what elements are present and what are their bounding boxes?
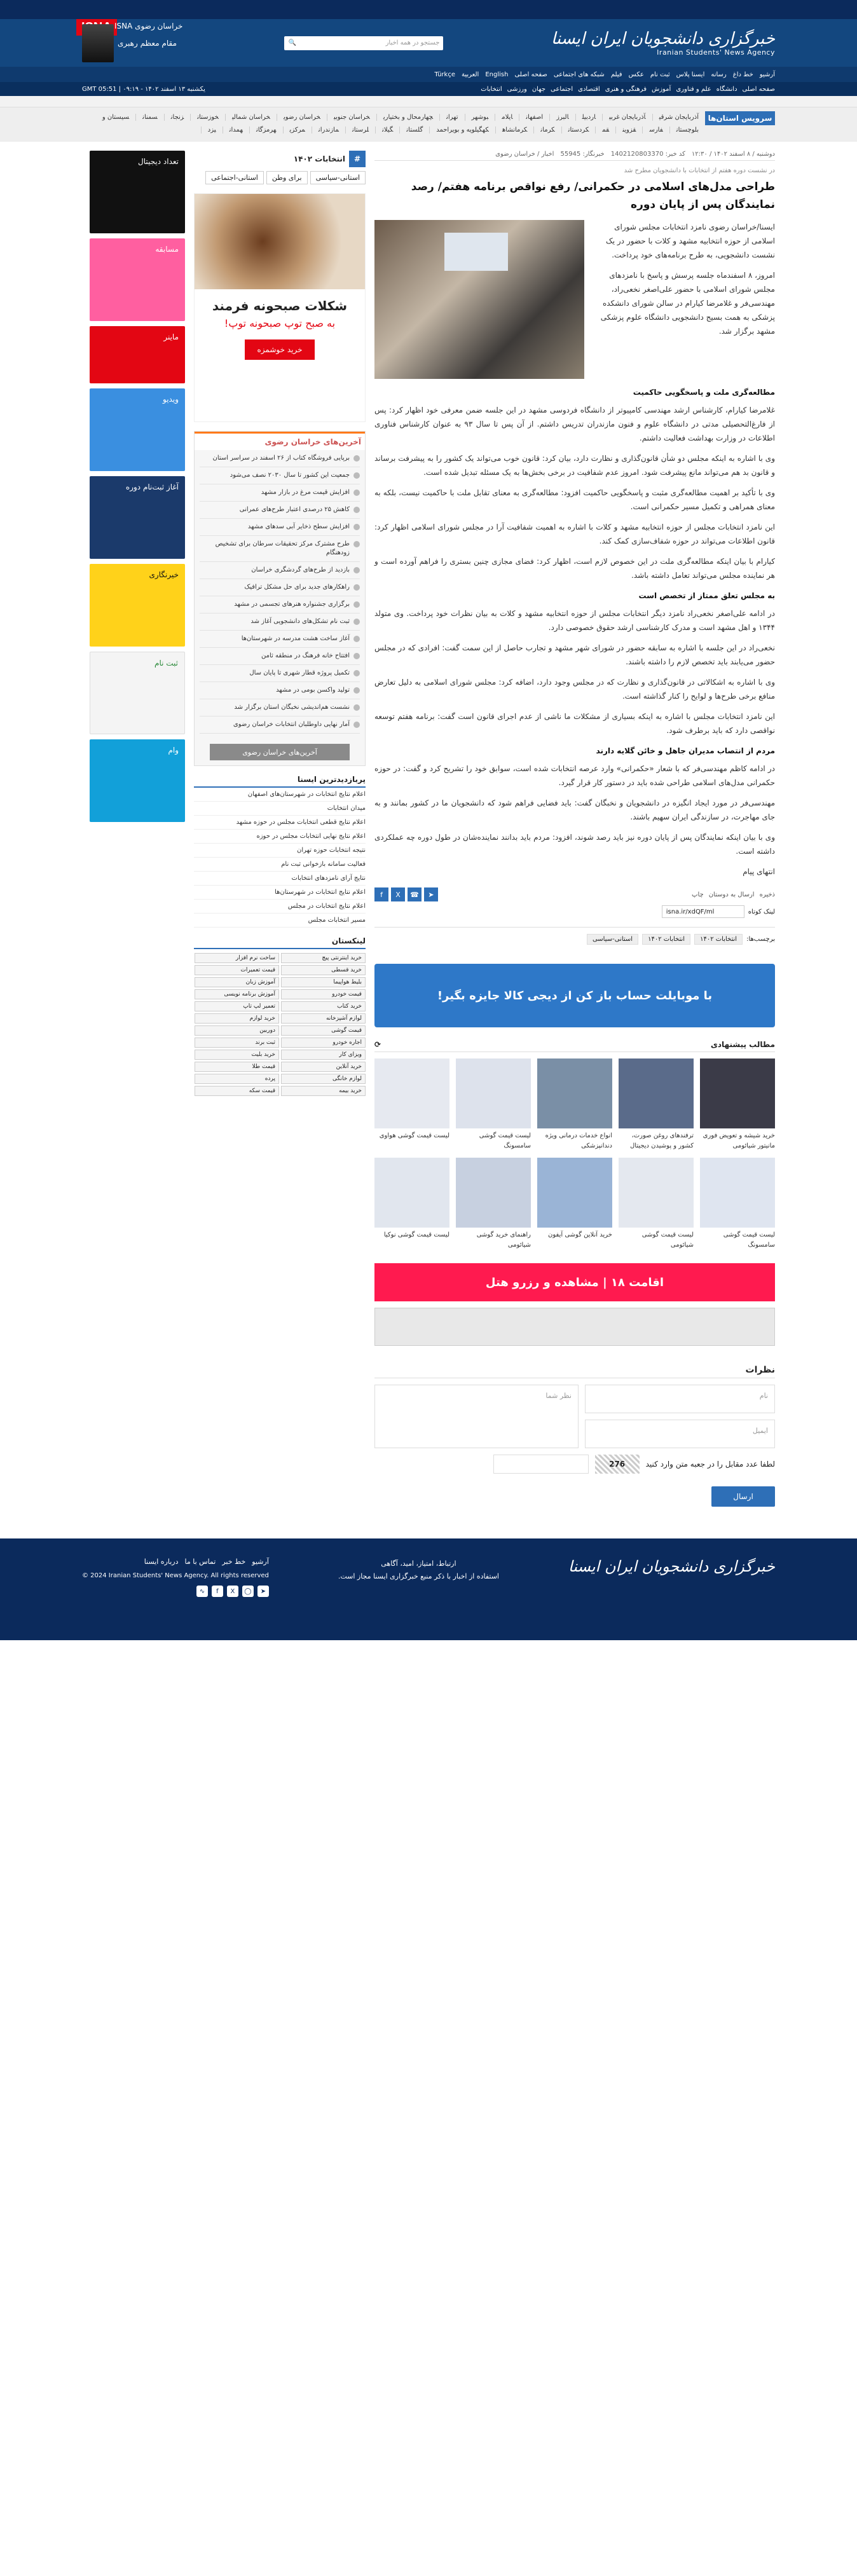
latest-item[interactable]: [200, 484, 360, 502]
footer-note: استفاده از اخبار با ذکر منبع خبرگزاری ایسنا مجاز است.: [338, 1572, 499, 1580]
footer-mid: [338, 1558, 499, 1597]
hotel-ad[interactable]: اقامت ۱۸ | مشاهده و رزرو هتل: [374, 1263, 775, 1301]
leader-banner: [82, 24, 177, 62]
ad-title: شکلات صبحونه فرمند: [212, 298, 348, 313]
latest-item-text: آغاز ساخت هشت مدرسه در شهرستان‌ها: [241, 635, 350, 642]
article: [374, 151, 775, 1507]
latest-item-text: طرح مشترک مرکز تحقیقات سرطان برای تشخیص زودهنگام: [215, 540, 350, 556]
most-viewed-list: [194, 788, 366, 928]
suggested-title: مطالب پیشنهادی: [710, 1040, 775, 1049]
end-note: انتهای پیام: [743, 867, 775, 876]
captcha-image: 276: [595, 1455, 640, 1474]
bullet-icon: [353, 687, 360, 694]
meta-date: دوشنبه / ۸ اسفند ۱۴۰۲ / ۱۲:۳۰: [691, 151, 775, 158]
side-ad[interactable]: تعداد دیجیتال: [90, 151, 185, 233]
nav2-item[interactable]: دانشگاه: [716, 85, 737, 93]
telegram-icon[interactable]: ➤: [257, 1586, 269, 1597]
bullet-icon: [353, 455, 360, 462]
nav1-item[interactable]: خط داغ: [732, 71, 753, 78]
facebook-icon[interactable]: f: [212, 1586, 223, 1597]
suggested-card[interactable]: [537, 1158, 612, 1250]
card-thumb: [374, 1058, 449, 1128]
card-thumb: [619, 1158, 694, 1228]
paragraph: کیارام با بیان اینکه مطالعه‌گری ملت در این خصوص لازم است، اظهار کرد: فضای مجازی چنین بستری را فراهم آورده است و هر نماینده مجلس می‌تواند تعامل داشته باشد.: [374, 557, 775, 580]
leader-photo: [82, 24, 114, 62]
latest-item[interactable]: [200, 450, 360, 467]
linkstan-item[interactable]: اجاره خودرو: [281, 1038, 366, 1048]
latest-item[interactable]: [200, 648, 360, 665]
current-date: یکشنبه ۱۳ اسفند ۱۴۰۲ - ۰۹:۱۹ | GMT 05:51: [82, 85, 205, 93]
suggested-header: [374, 1040, 775, 1052]
province-link[interactable]: خوزستان: [190, 114, 219, 121]
province-link[interactable]: فارس: [642, 127, 662, 134]
province-link[interactable]: چهارمحال و بختیاری: [376, 114, 433, 121]
whatsapp-icon[interactable]: ☎: [408, 887, 422, 901]
province-link[interactable]: زنجان: [164, 114, 184, 121]
linkstan-item[interactable]: خرید آنلاین: [281, 1062, 366, 1072]
linkstan-item[interactable]: خرید کتاب: [281, 1001, 366, 1011]
province-link[interactable]: قم: [595, 127, 609, 134]
nav1-item[interactable]: عکس: [628, 71, 644, 78]
most-viewed-item[interactable]: مسیر انتخابات مجلس: [194, 914, 366, 928]
side-ad[interactable]: آغاز ثبت‌نام دوره: [90, 476, 185, 559]
nav2-item[interactable]: علم و فناوری: [676, 85, 711, 93]
captcha-input[interactable]: [493, 1455, 589, 1474]
paragraph: این نامزد انتخابات مجلس با اشاره به اینکه بسیاری از مشکلات ما ناشی از عدم اجرای قانون است گفت: برنامه هفتم توسعه نواقصی دارد که باید برطرف شود.: [374, 712, 775, 735]
footer-link[interactable]: آرشیو: [252, 1558, 269, 1566]
card-title: ترفندهای روغن صورت، کشور و پوشیدن دیجیتال: [629, 1132, 694, 1149]
province-link[interactable]: سیستان و بلوچستان: [102, 114, 699, 134]
captcha-label: لطفا عدد مقابل را در جعبه متن وارد کنید: [645, 1460, 775, 1469]
copyright: © 2024 Iranian Students' News Agency. All rights reserved: [82, 1572, 269, 1579]
region-title: ISNA خراسان رضوی: [114, 22, 183, 31]
linkstan-item[interactable]: خرید لوازم: [195, 1013, 279, 1024]
lead-paragraph: ایسنا/خراسان رضوی نامزد انتخابات مجلس شورای اسلامی از حوزه انتخابیه مشهد و کلات با حضور در یک نشست دانشجویی، به طرح برنامه‌های خود پرداخت.: [605, 223, 775, 259]
latest-item[interactable]: [200, 467, 360, 484]
latest-item-text: آمار نهایی داوطلبان انتخابات خراسان رضوی: [233, 721, 350, 728]
category-tag[interactable]: استانی-اجتماعی: [205, 171, 264, 184]
leader-caption: مقام معظم رهبری: [118, 38, 177, 48]
paragraph: غلامرضا کیارام، کارشناس ارشد مهندسی کامپیوتر از دانشگاه فردوسی مشهد در این جلسه ضمن معرفی خود اظهار کرد: پس از فارغ‌التحصیلی مدتی در دانشگاه علوم و فنون مازندران تدریس داشتم. از آن پس تا سال ۹۳ به عنوان کارشناس فناوری اطلاعات در وزارت بهداشت فعالیت داشتم.: [374, 406, 775, 442]
bullet-icon: [353, 524, 360, 530]
most-viewed-item[interactable]: اعلام نتایج انتخابات در شهرستان‌های اصفهان: [194, 788, 366, 802]
latest-item[interactable]: [200, 536, 360, 562]
province-link[interactable]: لرستان: [345, 127, 369, 134]
latest-list: [195, 450, 365, 739]
latest-item-text: تکمیل پروژه قطار شهری تا پایان سال: [249, 669, 350, 676]
site-footer: [0, 1538, 857, 1640]
nav1-item[interactable]: آرشیو: [759, 71, 775, 78]
nav1-item[interactable]: صفحه اصلی: [514, 71, 547, 78]
linkstan-item[interactable]: پرده: [195, 1074, 279, 1084]
province-link[interactable]: کرمانشاه: [495, 127, 527, 134]
tool-print[interactable]: چاپ: [692, 891, 704, 898]
search-icon[interactable]: 🔍: [288, 39, 296, 46]
card-thumb: [456, 1158, 531, 1228]
meta-reporter: خبرنگار: 55945: [560, 151, 605, 158]
suggested-card[interactable]: [619, 1058, 694, 1151]
nav1-item[interactable]: شبکه های اجتماعی: [553, 71, 605, 78]
site-logo[interactable]: [551, 29, 775, 57]
linkstan-item[interactable]: لوازم خانگی: [281, 1074, 366, 1084]
latest-item-text: افزایش سطح ذخایر آبی سدهای مشهد: [247, 523, 350, 530]
latest-item[interactable]: [200, 562, 360, 579]
bullet-icon: [353, 619, 360, 625]
tags-label: برچسب‌ها:: [746, 936, 775, 943]
nav1-item[interactable]: English: [485, 71, 509, 78]
linkstan-item[interactable]: قیمت تعمیرات: [195, 965, 279, 975]
provinces-title: سرویس استان‌ها: [705, 111, 775, 125]
bullet-icon: [353, 584, 360, 591]
nav2-item[interactable]: فرهنگی و هنری: [605, 85, 647, 93]
linkstan-item[interactable]: قیمت خودرو: [281, 989, 366, 999]
article-tools: [374, 887, 775, 901]
province-link[interactable]: خراسان شمالی: [225, 114, 270, 121]
subhead: به مجلس تعلق ممتاز از تخصص است: [638, 591, 775, 600]
suggested-card[interactable]: [374, 1058, 449, 1151]
province-link[interactable]: مرکزی: [283, 127, 305, 134]
paragraph: این نامزد انتخابات مجلس از حوزه انتخابیه مشهد و کلات با اشاره به اهمیت شفافیت آرا در مجلس شورای اسلامی اظهار کرد: قانون اطلاعات می‌تواند در حوزه شفاف‌سازی کمک کند.: [374, 523, 775, 545]
province-link[interactable]: خراسان جنوبی: [327, 114, 370, 121]
search-placeholder: جستجو در همه اخبار: [385, 39, 440, 46]
nav1-item[interactable]: ایسنا پلاس: [676, 71, 705, 78]
most-viewed-item[interactable]: نتیجه انتخابات حوزه تهران: [194, 844, 366, 858]
telegram-icon[interactable]: ➤: [424, 887, 438, 901]
nav2-item[interactable]: ورزشی: [507, 85, 527, 93]
footer-link[interactable]: تماس با ما: [184, 1558, 216, 1566]
subhead: مطالعه‌گری ملت و پاسخگویی حاکمیت: [633, 388, 775, 397]
hashtag-icon: #: [349, 151, 366, 167]
hashtag-widget: [194, 151, 366, 167]
search-input[interactable]: [284, 36, 443, 50]
linkstan-item[interactable]: قیمت سکه: [195, 1086, 279, 1096]
paragraph: وی با تأکید بر اهمیت مطالعه‌گری مثبت و پاسخگویی حاکمیت افزود: مطالعه‌گری به معنای تقابل ملت با حاکمیت نیست، بلکه به معنای همراهی و تکمیل مسیر حکمرانی است.: [374, 488, 775, 511]
latest-item[interactable]: [200, 665, 360, 682]
most-viewed-item[interactable]: اعلام نتایج قطعی انتخابات مجلس در حوزه مشهد: [194, 816, 366, 830]
article-kicker: در نشست دوره هفتم از انتخابات با دانشجویان مطرح شد: [624, 167, 775, 174]
bullet-icon: [353, 567, 360, 573]
latest-item[interactable]: [200, 519, 360, 536]
most-viewed-title: پربازدیدترین ایسنا: [194, 775, 366, 788]
bullet-icon: [353, 601, 360, 608]
linkstan-item[interactable]: قیمت گوشی: [281, 1025, 366, 1036]
suggested-card[interactable]: [456, 1158, 531, 1250]
article-title: طراحی مدل‌های اسلامی در حکمرانی/ رفع نواقص برنامه هفتم/ رصد نمایندگان پس از پایان دوره: [411, 181, 775, 211]
linkstan-item[interactable]: قیمت طلا: [195, 1062, 279, 1072]
paragraph: در ادامه کاظم مهندسی‌فر که با شعار «حکمرانی» وارد عرصه انتخابات شده است، سوابق خود را تشریح کرد و گفت: در حوزه حکمرانی مدل‌های اسلامی طراحی شده باید در دستور کار قرار گیرد.: [374, 764, 775, 787]
latest-item-text: بازدید از طرح‌های گردشگری خراسان: [251, 566, 350, 573]
side-ad[interactable]: ماینر: [90, 326, 185, 383]
footer-right: [82, 1558, 269, 1597]
card-title: خرید آنلاین گوشی آیفون: [548, 1231, 612, 1238]
paragraph: در ادامه علی‌اصغر نخعی‌راد نامزد دیگر انتخابات مجلس از حوزه انتخابیه مشهد و کلات به بیان نظرات خود پرداخت. وی متولد ۱۳۴۴ و اهل مشهد است و مدرک کارشناسی ارشد حقوق خصوصی دارد.: [374, 609, 775, 632]
ad-buy-button[interactable]: خرید خوشمزه: [245, 339, 315, 360]
site-header: [0, 19, 857, 67]
card-title: لیست قیمت گوشی سامسونگ: [723, 1231, 775, 1249]
refresh-icon[interactable]: ⟳: [374, 1040, 381, 1049]
province-link[interactable]: البرز: [549, 114, 568, 121]
province-link[interactable]: همدان: [223, 127, 243, 134]
side-ad[interactable]: وام: [90, 739, 185, 822]
nav-sub: [0, 96, 857, 107]
bullet-icon: [353, 670, 360, 676]
latest-item[interactable]: [200, 699, 360, 716]
card-thumb: [700, 1158, 775, 1228]
province-link[interactable]: کهگیلویه و بویراحمد: [429, 127, 489, 134]
province-link[interactable]: آذربایجان غربی: [602, 114, 646, 121]
paragraph: وی با اشاره به اینکه مجلس دو شأن قانون‌گذاری و نظارت دارد، بیان کرد: قانون خوب می‌تواند یک کشور را به پیشرفت برساند و قانون بد هم می‌تواند مانع پیشرفت شود. امروز عدم شفافیت در برخی بخش‌ها به یک مسئله تبدیل شده است.: [374, 454, 775, 477]
footer-link[interactable]: خط خبر: [222, 1558, 246, 1566]
province-link[interactable]: اردبیل: [575, 114, 596, 121]
latest-item[interactable]: [200, 613, 360, 631]
logo-fa: خبرگزاری دانشجویان ایران ایسنا: [551, 29, 775, 48]
latest-item-text: راهکارهای جدید برای حل مشکل ترافیک: [244, 584, 350, 591]
province-link[interactable]: خراسان رضوی: [277, 114, 320, 121]
province-link[interactable]: یزد: [201, 127, 216, 134]
more-latest-button[interactable]: آخرین‌های خراسان رضوی: [210, 744, 350, 760]
shortlink-field[interactable]: isna.ir/xdQF/ml: [662, 905, 744, 918]
province-link[interactable]: آذربایجان شرقی: [652, 114, 699, 121]
card-thumb: [537, 1058, 612, 1128]
card-thumb: [537, 1158, 612, 1228]
bullet-icon: [353, 472, 360, 479]
province-link[interactable]: کرمان: [533, 127, 554, 134]
lead-text: [591, 220, 775, 379]
ad-subtitle: به صبح توپ صبحونه توپ!: [224, 317, 336, 329]
tool-send[interactable]: ارسال به دوستان: [708, 891, 755, 898]
footer-logo[interactable]: خبرگزاری دانشجویان ایران ایسنا: [568, 1558, 775, 1575]
nav2-item[interactable]: جهان: [531, 85, 546, 93]
latest-item-text: کاهش ۲۵ درصدی اعتبار طرح‌های عمرانی: [239, 506, 350, 513]
province-link[interactable]: تهران: [439, 114, 458, 121]
latest-item[interactable]: [200, 682, 360, 699]
card-title: لیست قیمت گوشی سامسونگ: [479, 1132, 531, 1149]
latest-item-text: برگزاری جشنواره هنرهای تجسمی در مشهد: [234, 601, 350, 608]
chocolate-ad[interactable]: [194, 193, 366, 422]
bullet-icon: [353, 722, 360, 728]
province-link[interactable]: بوشهر: [465, 114, 489, 121]
suggested-card[interactable]: [700, 1058, 775, 1151]
province-link[interactable]: گیلان: [375, 127, 393, 134]
lead-block: [374, 220, 775, 379]
suggested-card[interactable]: [537, 1058, 612, 1151]
province-link[interactable]: کردستان: [561, 127, 589, 134]
social-icons: [82, 1586, 269, 1597]
linkstan-item[interactable]: ویزای کار: [281, 1050, 366, 1060]
nav2-item[interactable]: اجتماعی: [551, 85, 573, 93]
side-ad[interactable]: ثبت نام: [90, 652, 185, 734]
latest-item-text: برپایی فروشگاه کتاب از ۲۶ اسفند در سراسر استان: [212, 455, 350, 462]
latest-item[interactable]: [200, 579, 360, 596]
latest-item-text: جمعیت این کشور تا سال ۲۰۳۰ نصف می‌شود: [230, 472, 350, 479]
name-field[interactable]: نام: [585, 1385, 775, 1413]
linkstan-item[interactable]: ثبت برند: [195, 1038, 279, 1048]
nav1-item[interactable]: فیلم: [610, 71, 622, 78]
linkstan-item[interactable]: آموزش زبان: [195, 977, 279, 987]
paragraph: نخعی‌راد در این جلسه با اشاره به سابقه حضور در شورای شهر مشهد و تجارب حاصل از این سمت گفت: افرادی که در مجلس حضور می‌یابند باید تخصص لازم را داشته باشند.: [374, 643, 775, 666]
suggested-card[interactable]: [374, 1158, 449, 1250]
suggested-card[interactable]: [619, 1158, 694, 1250]
latest-item-text: افزایش قیمت مرغ در بازار مشهد: [261, 489, 350, 496]
comment-field[interactable]: نظر شما: [374, 1385, 579, 1448]
card-thumb: [374, 1158, 449, 1228]
tag-item[interactable]: انتخابات ۱۴۰۲: [642, 934, 690, 945]
nav2-item[interactable]: آموزش: [651, 85, 671, 93]
nav-primary: [0, 67, 857, 82]
province-link[interactable]: سمنان: [135, 114, 158, 121]
linkstan-title: لینکستان: [194, 936, 366, 949]
meta-section[interactable]: اخبار / خراسان رضوی: [495, 151, 554, 158]
card-title: راهنمای خرید گوشی شیائومی: [476, 1231, 531, 1249]
paragraph: وی با بیان اینکه نمایندگان پس از پایان دوره نیز باید رصد شوند، افزود: مردم باید بدانند نماینده‌شان در طول دوره چه عملکردی داشته است.: [374, 833, 775, 856]
hashtag-title[interactable]: انتخابات ۱۴۰۲: [293, 154, 345, 163]
latest-panel: [194, 431, 366, 766]
linkstan-item[interactable]: خرید بیمه: [281, 1086, 366, 1096]
latest-item[interactable]: [200, 596, 360, 613]
category-tag[interactable]: برای وطن: [266, 171, 308, 184]
card-title: لیست قیمت گوشی شیائومی: [641, 1231, 694, 1249]
most-viewed-item[interactable]: فعالیت سامانه بازخوانی ثبت نام: [194, 858, 366, 872]
province-link[interactable]: اصفهان: [519, 114, 543, 121]
logo-en: Iranian Students' News Agency: [657, 48, 775, 57]
suggested-grid: [374, 1058, 775, 1250]
side-ad[interactable]: ویدیو: [90, 388, 185, 471]
card-thumb: [619, 1058, 694, 1128]
linkstan-item[interactable]: خرید اینترنتی پیچ: [281, 953, 366, 963]
bullet-icon: [353, 507, 360, 513]
suggested-card[interactable]: [456, 1058, 531, 1151]
latest-item-text: افتتاح خانه فرهنگ در منطقه ثامن: [261, 652, 350, 659]
provinces-list: [82, 111, 705, 137]
latest-item-text: ثبت نام تشکل‌های دانشجویی آغاز شد: [250, 618, 350, 625]
ad-placeholder[interactable]: [374, 1308, 775, 1346]
linkstan-item[interactable]: خرید بلیت: [195, 1050, 279, 1060]
captcha-row: [374, 1455, 775, 1474]
latest-title: آخرین‌های خراسان رضوی: [195, 432, 365, 450]
most-viewed-item[interactable]: نتایج آرای نامزدهای انتخابات: [194, 872, 366, 886]
ad-image: [195, 194, 365, 289]
most-viewed-item[interactable]: اعلام نتایج نهایی انتخابات مجلس در حوزه: [194, 830, 366, 844]
most-viewed-item[interactable]: میدان انتخابات: [194, 802, 366, 816]
latest-item[interactable]: [200, 716, 360, 734]
card-thumb: [456, 1058, 531, 1128]
middle-column: [194, 151, 366, 1507]
nav2-item[interactable]: اقتصادی: [578, 85, 600, 93]
x-icon[interactable]: X: [227, 1586, 238, 1597]
linkstan-item[interactable]: ساخت نرم افزار: [195, 953, 279, 963]
most-viewed-item[interactable]: اعلام نتایج انتخابات در شهرستان‌ها: [194, 886, 366, 900]
card-thumb: [700, 1058, 775, 1128]
province-link[interactable]: قزوین: [615, 127, 636, 134]
comment-form-row: [374, 1385, 775, 1448]
facebook-icon[interactable]: f: [374, 887, 388, 901]
province-link[interactable]: هرمزگان: [249, 127, 277, 134]
suggested-card[interactable]: [700, 1158, 775, 1250]
side-ad[interactable]: خیرنگاری: [90, 564, 185, 647]
linkstan-item[interactable]: لوازم آشپزخانه: [281, 1013, 366, 1024]
card-title: خرید شیشه و تعویض فوری مانیتور شیائومی: [703, 1132, 775, 1149]
footer-link[interactable]: درباره ایسنا: [144, 1558, 179, 1566]
nav1-item[interactable]: ثبت نام: [650, 71, 670, 78]
category-tag[interactable]: استانی-سیاسی: [310, 171, 366, 184]
card-title: انواع خدمات درمانی ویژه دندانپزشکی: [545, 1132, 612, 1149]
nav1-item[interactable]: رسانه: [711, 71, 727, 78]
bullet-icon: [353, 541, 360, 547]
footer-slogan: ارتباط، امتیاز، امید، آگاهی: [381, 1559, 456, 1568]
most-viewed-item[interactable]: اعلام نتایج انتخابات در مجلس: [194, 900, 366, 914]
tags: [374, 927, 775, 945]
instagram-icon[interactable]: ◯: [242, 1586, 254, 1597]
article-meta: [374, 151, 775, 161]
linkstan-item[interactable]: بلیط هواپیما: [281, 977, 366, 987]
card-title: لیست قیمت گوشی نوکیا: [383, 1231, 449, 1238]
most-viewed: [194, 775, 366, 928]
bullet-icon: [353, 653, 360, 659]
email-field[interactable]: ایمیل: [585, 1420, 775, 1448]
bullet-icon: [353, 704, 360, 711]
x-icon[interactable]: X: [391, 887, 405, 901]
article-body: [374, 388, 775, 879]
ad-column: [90, 151, 185, 1507]
linkstan: [194, 936, 366, 1096]
comments-title: نظرات: [374, 1365, 775, 1378]
bullet-icon: [353, 490, 360, 496]
linkstan-item[interactable]: آموزش برنامه نویسی: [195, 989, 279, 999]
tag-item[interactable]: استانی-سیاسی: [587, 934, 638, 945]
rss-icon[interactable]: ∿: [196, 1586, 208, 1597]
digikala-banner[interactable]: با موبایلت حساب باز کن از دیجی کالا جایزه بگیر!: [374, 964, 775, 1027]
linkstan-list: [194, 953, 366, 1096]
shortlink: [374, 905, 775, 918]
nav1-item[interactable]: Türkçe: [434, 71, 455, 78]
linkstan-item[interactable]: خرید قسطی: [281, 965, 366, 975]
paragraph: وی با اشاره به اشکالاتی در قانون‌گذاری و نظارت که در مجلس وجود دارد، اضافه کرد: مجلس شورای اسلامی به دلیل تعارض منافع برخی طرح‌ها و لوایح را کنار گذاشته است.: [374, 678, 775, 701]
article-photo[interactable]: [374, 220, 584, 379]
province-link[interactable]: مازندران: [312, 127, 339, 134]
latest-item-text: نشست هم‌اندیشی نخبگان استان برگزار شد: [234, 704, 350, 711]
province-link[interactable]: ایلام: [495, 114, 512, 121]
bullet-icon: [353, 636, 360, 642]
submit-button[interactable]: ارسال: [711, 1486, 775, 1507]
subhead: مردم از انتصاب مدیران جاهل و خائن گلایه دارند: [596, 746, 775, 755]
paragraph: مهندسی‌فر در مورد ایجاد انگیزه در دانشجویان و نخبگان گفت: باید فضایی فراهم شود که دانشجویان ما در کشور بمانند و به جای مهاجرت، در سازندگی ایران سهیم باشند.: [374, 798, 775, 821]
photo-screen: [444, 233, 508, 271]
side-ad[interactable]: مسابقه: [90, 238, 185, 321]
latest-item[interactable]: [200, 502, 360, 519]
top-strip: [0, 0, 857, 19]
category-tags: [194, 171, 366, 184]
latest-item[interactable]: [200, 631, 360, 648]
nav2-item[interactable]: صفحه اصلی: [742, 85, 775, 93]
lead-paragraph-2: امروز، ۸ اسفندماه جلسه پرسش و پاسخ با نامزدهای مجلس شورای اسلامی با حضور علی‌اصغر نخعی‌راد، مهندسی‌فر و غلامرضا کیارام در سالن شورای دانشکده پزشکی به همت بسیج دانشجویی دانشگاه علوم پزشکی مشهد برگزار شد.: [600, 271, 775, 336]
linkstan-item[interactable]: تعمیر لپ تاپ: [195, 1001, 279, 1011]
nav1-item[interactable]: العربية: [462, 71, 479, 78]
meta-code: کد خبر: 1402120803370: [610, 151, 685, 158]
shortlink-label: لینک کوتاه: [748, 908, 775, 915]
nav2-item[interactable]: انتخابات: [481, 85, 502, 93]
provinces-bar: [0, 107, 857, 142]
latest-item-text: تولید واکسن بومی در مشهد: [276, 687, 350, 694]
linkstan-item[interactable]: دوربین: [195, 1025, 279, 1036]
card-title: لیست قیمت گوشی هواوی: [379, 1132, 449, 1139]
tag-item[interactable]: انتخابات ۱۴۰۲: [694, 934, 743, 945]
share-buttons: [374, 887, 438, 901]
tool-save[interactable]: ذخیره: [759, 891, 775, 898]
nav-sections: [0, 82, 857, 96]
province-link[interactable]: گلستان: [399, 127, 423, 134]
footer-links: [82, 1558, 269, 1566]
